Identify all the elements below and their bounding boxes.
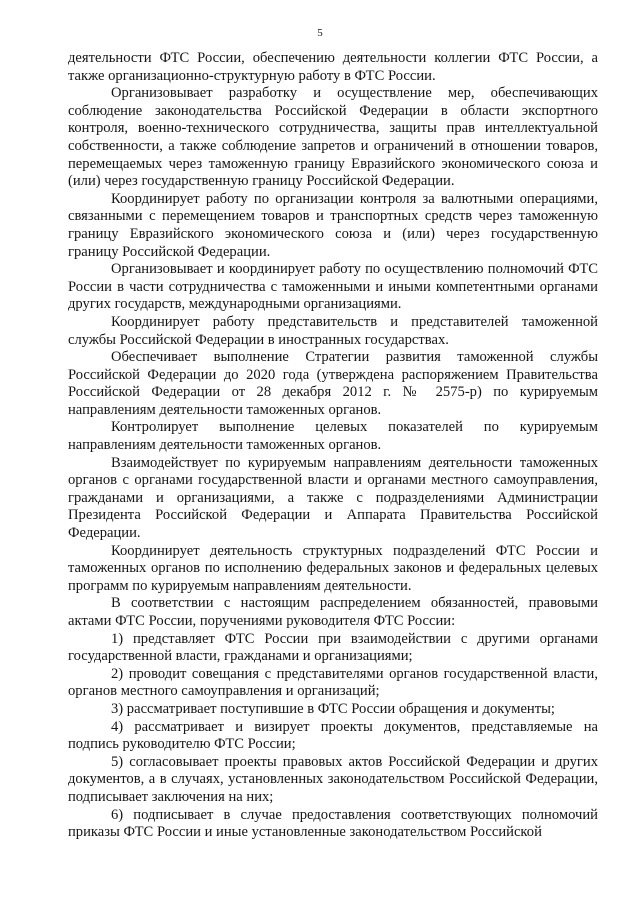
paragraph-international-cooperation: Организовывает и координирует работу по осуществлению полномочий ФТС России в части сотрудничества с таможенными и иными компетентными органами других государств, международными организациями. <box>68 261 598 313</box>
list-item-4: 4) рассматривает и визирует проекты документов, представляемые на подпись руководителю ФТС России; <box>68 718 598 753</box>
paragraph-strategy: Обеспечивает выполнение Стратегии развития таможенной службы Российской Федерации до 2020 года (утверждена распоряжением Правительства Российской Федерации от 28 декабря 2012 г. № 2575-р) по курируемым направлениям деятельности таможенных органов. <box>68 349 598 418</box>
list-item-3: 3) рассматривает поступившие в ФТС России обращения и документы; <box>111 700 555 717</box>
paragraph-interaction: Взаимодействует по курируемым направлениям деятельности таможенных органов с органами государственной власти и органами местного самоуправления, гражданами и организациями, а также с подразделениями Администрации Президента Российской Федерации и Аппарата Правительства Российской Федерации. <box>68 454 598 542</box>
document-body <box>68 50 598 842</box>
paragraph-continuation: деятельности ФТС России, обеспечению деятельности коллегии ФТС России, а также организационно-структурную работу в ФТС России. <box>68 50 598 84</box>
list-item-1: 1) представляет ФТС России при взаимодействии с другими органами государственной власти, гражданами и организациями; <box>68 630 598 665</box>
list-item-5: 5) согласовывает проекты правовых актов Российской Федерации и других документов, а в случаях, установленных законодательством Российской Федерации, подписывает заключения на них; <box>68 753 598 805</box>
paragraph-targets: Контролирует выполнение целевых показателей по курируемым направлениям деятельности таможенных органов. <box>68 419 598 454</box>
paragraph-export-control: Организовывает разработку и осуществление мер, обеспечивающих соблюдение законодательства Российской Федерации в области экспортного контроля, военно-технического сотрудничества, защиты прав интеллектуальной собственности, а также соблюдение запретов и ограничений в отношении товаров, перемещаемых через таможенную границу Евразийского экономического союза и (или) через государственную границу Российской Федерации. <box>68 85 598 190</box>
paragraph-duties-intro: В соответствии с настоящим распределением обязанностей, правовыми актами ФТС России, поручениями руководителя ФТС России: <box>68 595 598 629</box>
list-item-2: 2) проводит совещания с представителями органов государственной власти, органов местного самоуправления и организаций; <box>68 665 598 700</box>
page-number: 5 <box>317 27 323 39</box>
paragraph-coordination: Координирует деятельность структурных подразделений ФТС России и таможенных органов по исполнению федеральных законов и федеральных целевых программ по курируемым направлениям деятельности. <box>68 542 598 594</box>
list-item-6: 6) подписывает в случае предоставления соответствующих полномочий приказы ФТС России и иные установленные законодательством Российской <box>68 806 598 841</box>
paragraph-representations: Координирует работу представительств и представителей таможенной службы Российской Федерации в иностранных государствах. <box>68 313 598 348</box>
paragraph-currency-control: Координирует работу по организации контроля за валютными операциями, связанными с перемещением товаров и транспортных средств через таможенную границу Евразийского экономического союза и (или) через государственную границу Российской Федерации. <box>68 190 598 260</box>
